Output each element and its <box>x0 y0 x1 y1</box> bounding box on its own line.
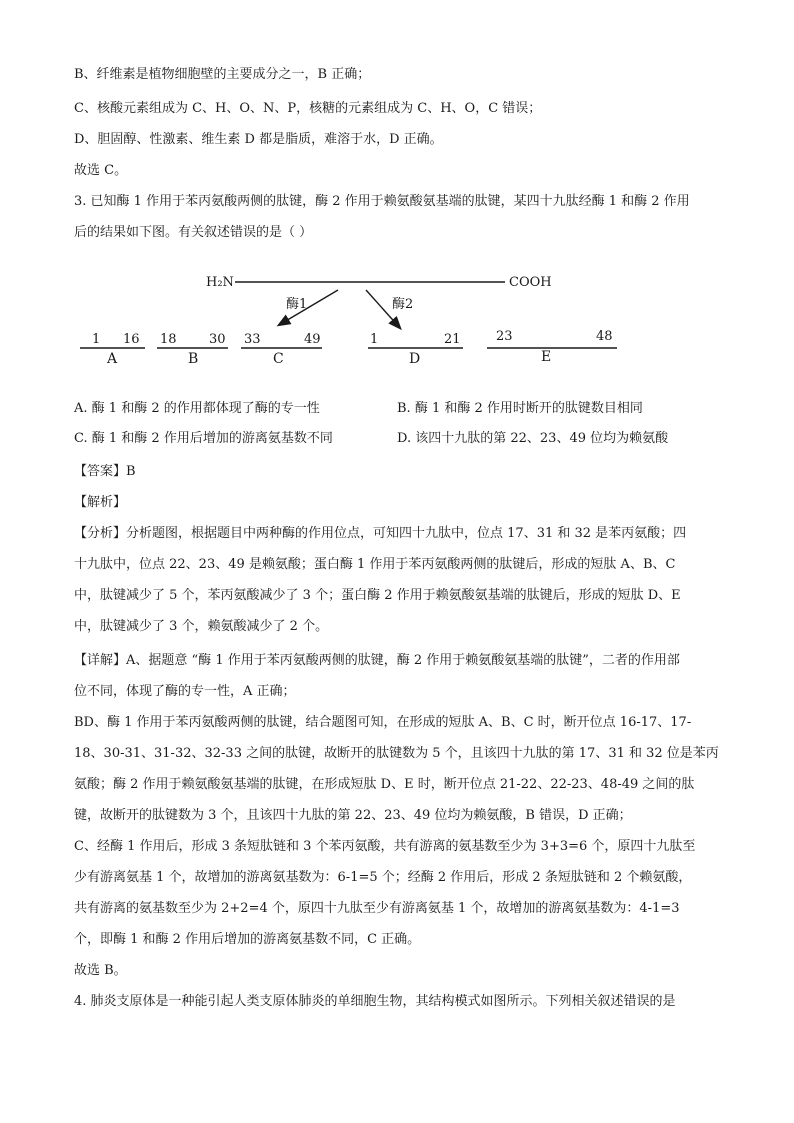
question-stem: 后的结果如下图。有关叙述错误的是（ ） <box>74 225 313 240</box>
xiangjie-line: 位不同，体现了酶的专一性，A 正确； <box>74 684 296 699</box>
segment-b-start: 18 <box>160 332 177 347</box>
segment-e-start: 23 <box>496 329 513 344</box>
fenxi-line: 中，肽键减少了 5 个，苯丙氨酸减少了 3 个；蛋白酶 2 作用于赖氨酸氨基端的肽键后，形成的短肽 D、E <box>74 588 681 603</box>
fenxi-text: 分析题图，根据题目中两种酶的作用位点，可知四十九肽中，位点 17、31 和 32 是苯丙氨酸；四 <box>126 526 687 541</box>
segment-a-end: 16 <box>123 332 140 347</box>
segment-d-label: D <box>409 351 421 367</box>
question-conclusion: 故选 B。 <box>74 963 127 978</box>
option-a: A. 酶 1 和酶 2 的作用都体现了酶的专一性 <box>74 401 320 416</box>
xiangjie-tag: 【详解】 <box>74 653 127 668</box>
solution-line-d: D、胆固醇、性激素、维生素 D 都是脂质，难溶于水，D 正确。 <box>74 132 443 147</box>
solution-conclusion: 故选 C。 <box>74 163 128 178</box>
carboxyl-terminus-label: COOH <box>509 275 552 290</box>
xiangjie-line: C、经酶 1 作用后，形成 3 条短肽链和 3 个苯丙氨酸，共有游离的氨基数至少为 3+3=6 个，原四十九肽至 <box>74 839 696 854</box>
xiangjie-line <box>74 652 680 670</box>
fenxi-tag: 【分析】 <box>74 526 127 541</box>
question-stem: 4. 肺炎支原体是一种能引起人类支原体肺炎的单细胞生物，其结构模式如图所示。下列相关叙述错误的是 <box>74 994 676 1009</box>
fenxi-line: 中，肽键减少了 3 个，赖氨酸减少了 2 个。 <box>74 619 329 634</box>
amino-terminus-label: H₂N <box>206 275 234 290</box>
answer-value: B <box>126 464 136 479</box>
solution-line-c: C、核酸元素组成为 C、H、O、N、P，核糖的元素组成为 C、H、O，C 错误； <box>74 101 542 116</box>
segment-a-label: A <box>107 351 118 367</box>
fenxi-line <box>74 525 686 543</box>
xiangjie-text: A、据题意 “酶 1 作用于苯丙氨酸两侧的肽键，酶 2 作用于赖氨酸氨基端的肽键”，二者的作用部 <box>126 653 680 668</box>
answer-tag: 【答案】 <box>74 464 127 479</box>
xiangjie-line: 共有游离的氨基数至少为 2+2=4 个，原四十九肽至少有游离氨基 1 个，故增加的游离氨基数为：4-1=3 <box>74 901 680 916</box>
solution-line-b: B、纤维素是植物细胞壁的主要成分之一，B 正确； <box>74 67 371 82</box>
xiangjie-line: 少有游离氨基 1 个，故增加的游离氨基数为：6-1=5 个；经酶 2 作用后，形成 2 条短肽链和 2 个赖氨酸， <box>74 870 692 885</box>
segment-e-label: E <box>541 349 552 365</box>
option-d: D. 该四十九肽的第 22、23、49 位均为赖氨酸 <box>397 431 669 446</box>
question-stem: 3. 已知酶 1 作用于苯丙氨酸两侧的肽键，酶 2 作用于赖氨酸氨基端的肽键，某四十九肽经酶 1 和酶 2 作用 <box>74 194 690 209</box>
segment-c-start: 33 <box>244 332 261 347</box>
xiangjie-line: BD、酶 1 作用于苯丙氨酸两侧的肽键，结合题图可知，在形成的短肽 A、B、C 时，断开位点 16-17、17- <box>74 715 692 730</box>
enzyme1-label: 酶1 <box>286 297 308 312</box>
segment-d-end: 21 <box>444 332 461 347</box>
segment-d-start: 1 <box>370 332 379 347</box>
xiangjie-line: 18、30-31、31-32、32-33 之间的肽键，故断开的肽键数为 5 个，且该四十九肽的第 17、31 和 32 位是苯丙 <box>74 746 719 761</box>
segment-b-end: 30 <box>209 332 226 347</box>
enzyme2-label: 酶2 <box>392 297 414 312</box>
answer-line <box>74 463 136 481</box>
segment-c-label: C <box>273 351 284 367</box>
peptide-cleavage-figure <box>0 262 794 377</box>
analysis-tag: 【解析】 <box>74 495 127 510</box>
xiangjie-line: 个，即酶 1 和酶 2 作用后增加的游离氨基数不同，C 正确。 <box>74 932 421 947</box>
segment-e-end: 48 <box>596 329 613 344</box>
fenxi-line: 十九肽中，位点 22、23、49 是赖氨酸；蛋白酶 1 作用于苯丙氨酸两侧的肽键后，形成的短肽 A、B、C <box>74 557 676 572</box>
segment-b-label: B <box>188 351 199 367</box>
option-c: C. 酶 1 和酶 2 作用后增加的游离氨基数不同 <box>74 431 333 446</box>
xiangjie-line: 氨酸；酶 2 作用于赖氨酸氨基端的肽键，在形成短肽 D、E 时，断开位点 21-22、22-23、48-49 之间的肽 <box>74 777 695 792</box>
option-b: B. 酶 1 和酶 2 作用时断开的肽键数目相同 <box>397 401 643 416</box>
xiangjie-line: 键，故断开的肽键数为 3 个，且该四十九肽的第 22、23、49 位均为赖氨酸，B 错误，D 正确； <box>74 808 632 823</box>
segment-c-end: 49 <box>304 332 321 347</box>
segment-a-start: 1 <box>92 332 101 347</box>
